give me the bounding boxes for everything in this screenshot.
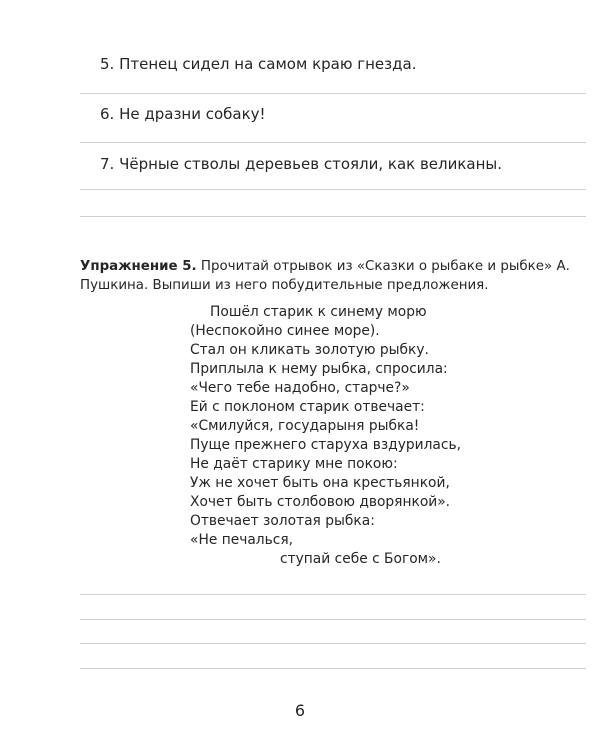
- answer-line[interactable]: [80, 643, 586, 644]
- answer-line[interactable]: [80, 142, 586, 143]
- poem-line: Приплыла к нему рыбка, спросила:: [190, 361, 448, 377]
- poem-line: «Смилуйся, государыня рыбка!: [190, 418, 420, 434]
- exercise-title: Упражнение 5.: [80, 259, 197, 274]
- poem-line: Отвечает золотая рыбка:: [190, 513, 375, 529]
- poem-line: ступай себе с Богом».: [280, 551, 441, 567]
- poem-line: «Не печалься,: [190, 532, 294, 548]
- poem-line: Пуще прежнего старуха вздурилась,: [190, 437, 461, 453]
- poem-line: Пошёл старик к синему морю: [210, 304, 427, 320]
- answer-line[interactable]: [80, 668, 586, 669]
- answer-line[interactable]: [80, 216, 586, 217]
- exercise-instruction-text: Прочитай отрывок из «Сказки о рыбаке и рыбке» А. Пушкина. Выпиши из него побудительные предложения.: [80, 259, 570, 293]
- page-number: 6: [294, 701, 306, 720]
- answer-line[interactable]: [80, 189, 586, 190]
- poem-line: Не даёт старику мне покою:: [190, 456, 398, 472]
- answer-line[interactable]: [80, 93, 586, 94]
- answer-line[interactable]: [80, 594, 586, 595]
- sentence-6: 6. Не дразни собаку!: [100, 105, 266, 123]
- poem-excerpt: [190, 303, 461, 569]
- poem-line: Уж не хочет быть она крестьянкой,: [190, 475, 450, 491]
- answer-line[interactable]: [80, 619, 586, 620]
- poem-line: Ей с поклоном старик отвечает:: [190, 399, 425, 415]
- poem-line: Хочет быть столбовою дворянкой».: [190, 494, 451, 510]
- sentence-5: 5. Птенец сидел на самом краю гнезда.: [100, 55, 417, 73]
- poem-line: Стал он кликать золотую рыбку.: [190, 342, 429, 358]
- sentence-7: 7. Чёрные стволы деревьев стояли, как великаны.: [100, 155, 503, 173]
- poem-line: (Неспокойно синее море).: [190, 323, 380, 339]
- exercise-5-instruction: [80, 257, 580, 295]
- poem-line: «Чего тебе надобно, старче?»: [190, 380, 410, 396]
